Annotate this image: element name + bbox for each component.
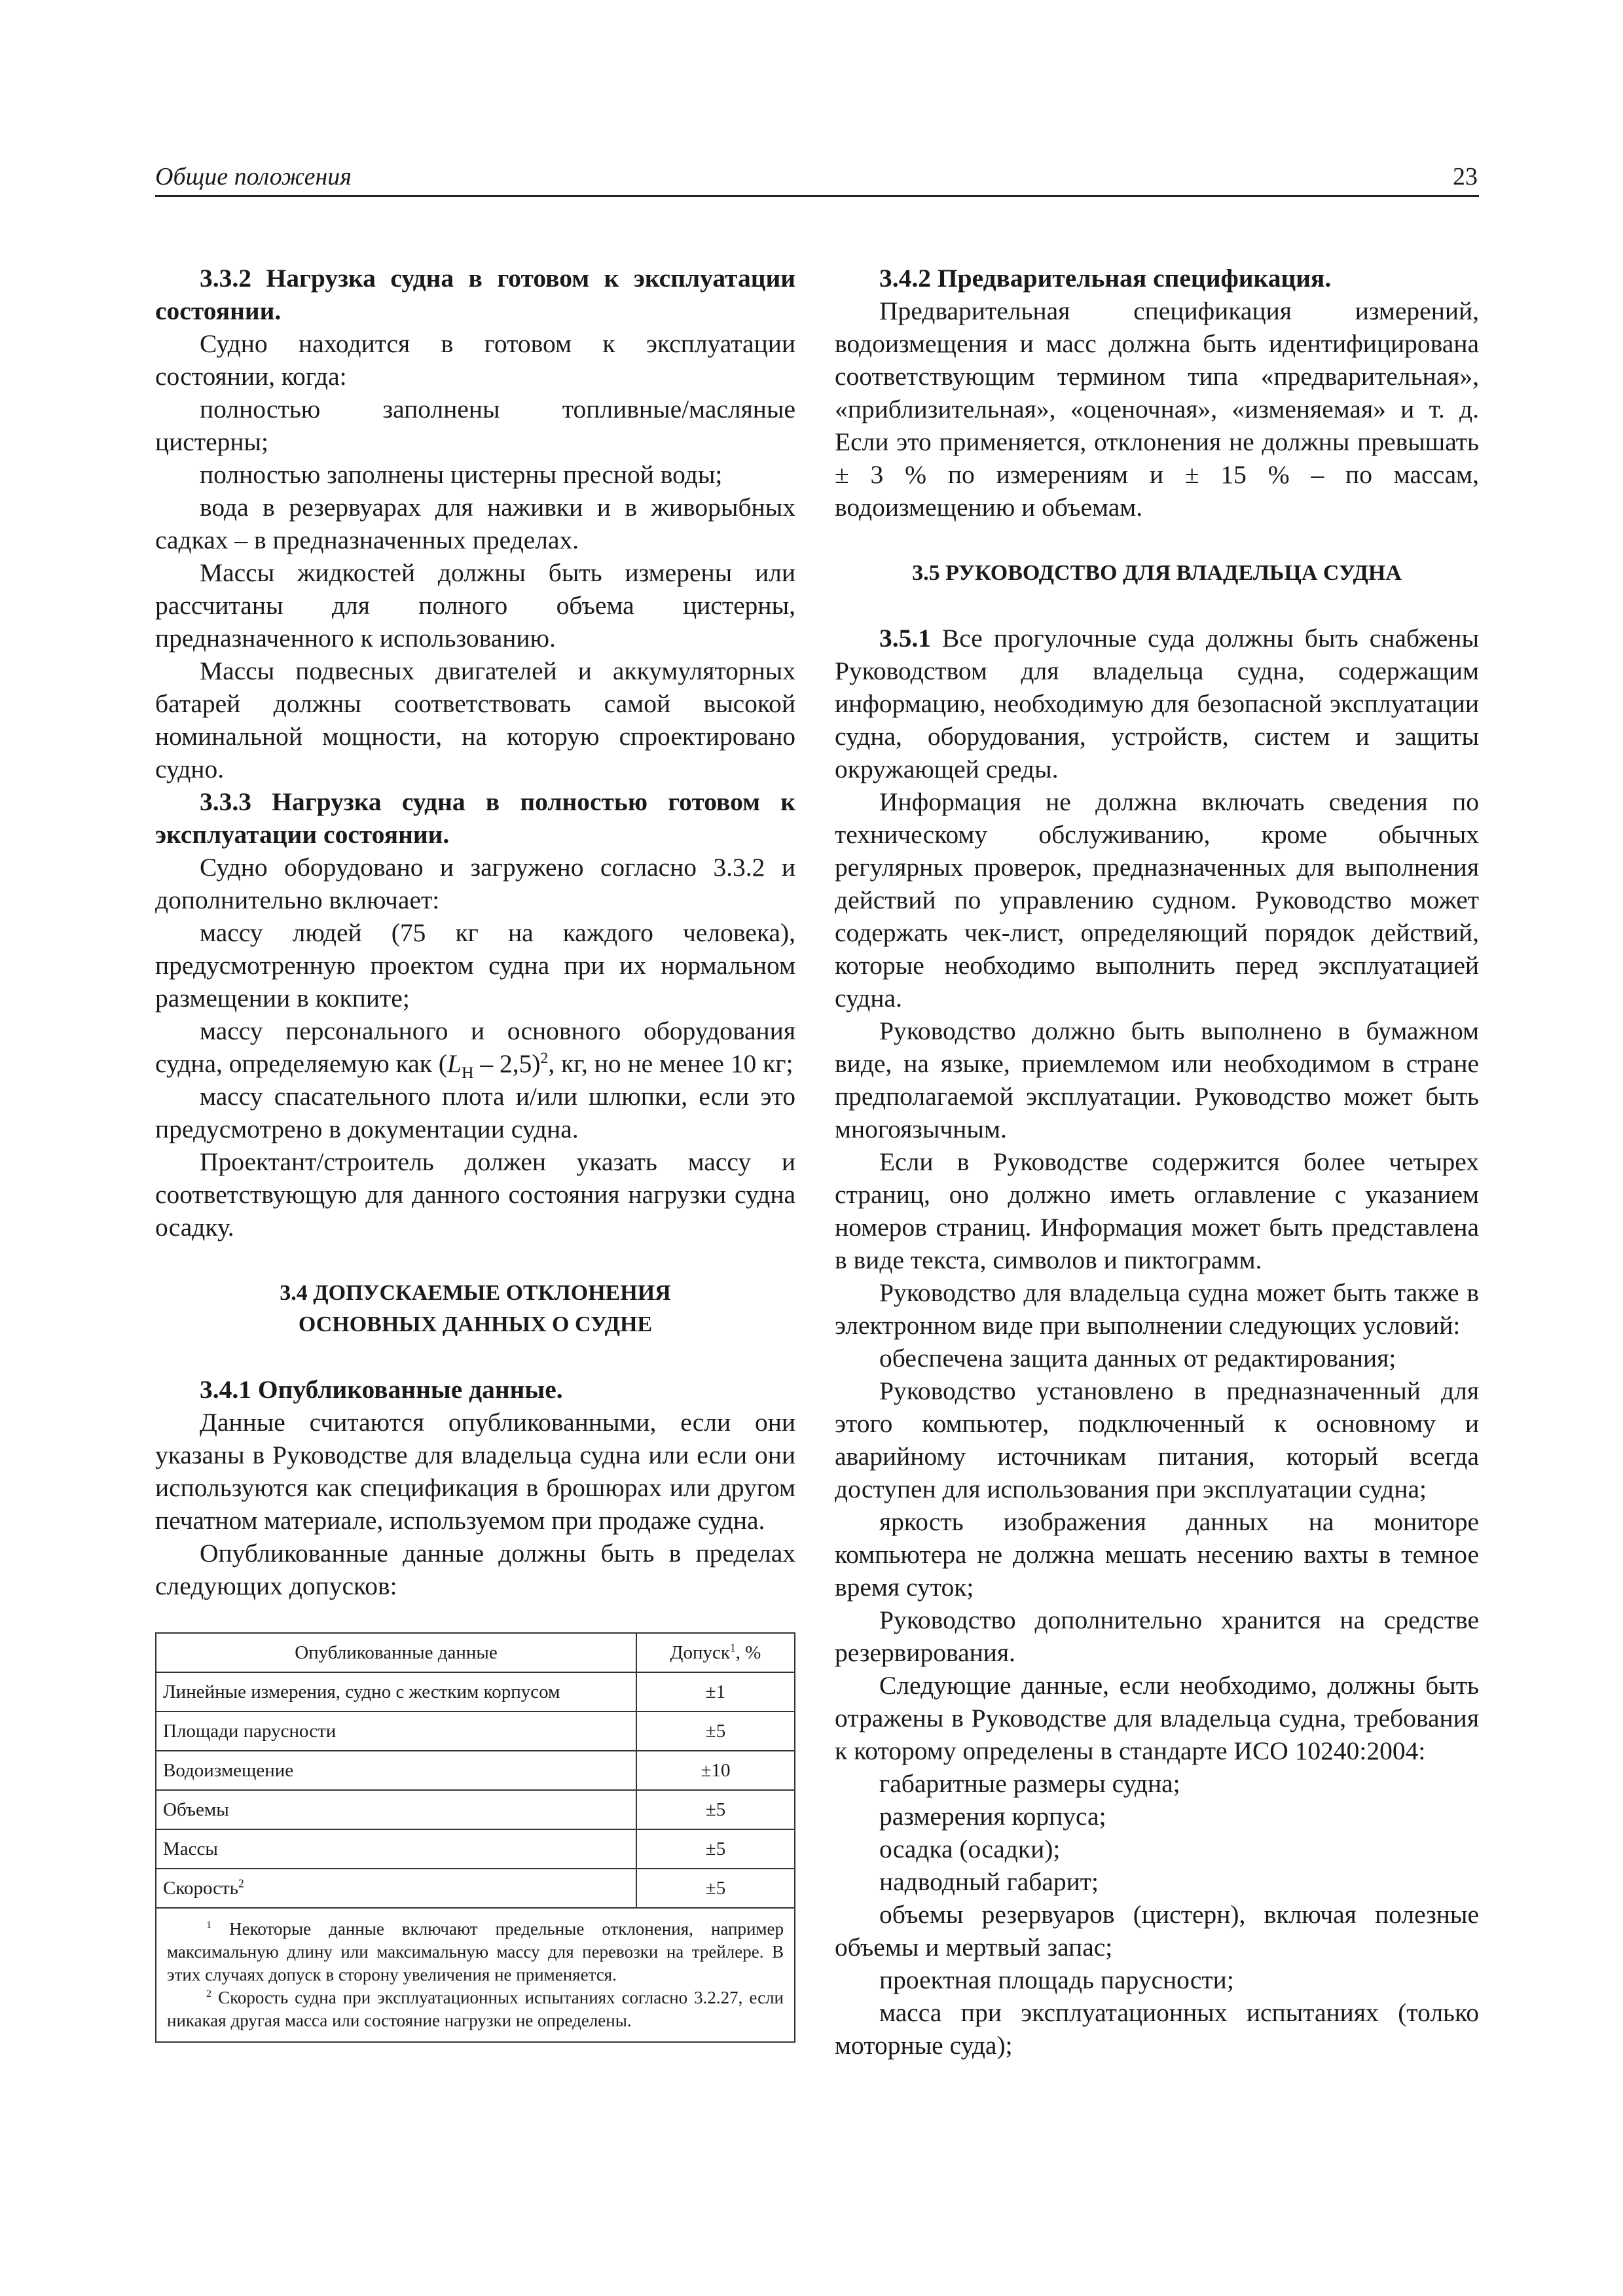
paragraph: полностью заполнены топливные/масляные цистерны;	[155, 395, 795, 456]
table-row	[156, 1790, 795, 1829]
table-row	[156, 1751, 795, 1790]
section-number: 3.5.1	[879, 624, 931, 653]
table-cell: ±1	[636, 1672, 795, 1712]
paragraph-3-5-1: 3.5.1 Все прогулочные суда должны быть снабжены Руководством для владельца судна, содержащим информацию, необходимую для безопасной эксплуатации судна, оборудования, устройств, систем и защиты окружающей среды.	[835, 624, 1479, 783]
paragraph: Руководство дополнительно хранится на средстве резервирования.	[835, 1605, 1479, 1667]
footnote-2: $^2$ Скорость судна при эксплуатационных испытаниях согласно 3.2.27, если никакая другая масса или состояние нагрузки не определены.	[167, 1988, 784, 2030]
paragraph: массу людей (75 кг на каждого человека), предусмотренную проектом судна при их нормальном размещении в кокпите;	[155, 918, 795, 1013]
paragraph: Проектант/строитель должен указать массу и соответствующую для данного состояния нагрузки судна осадку.	[155, 1147, 795, 1242]
section-heading-line: 3.4 ДОПУСКАЕМЫЕ ОТКЛОНЕНИЯ	[280, 1281, 671, 1305]
formula-text-a: массу персонального и основного оборудования судна, определяемую как (	[155, 1016, 795, 1078]
paragraph: Руководство установлено в предназначенный для этого компьютер, подключенный к основному и аварийному источникам питания, который всегда доступен для использования при эксплуатации судна;	[835, 1376, 1479, 1503]
footnote-1: $^1$ Некоторые данные включают предельные отклонения, например максимальную длину или максимальную массу для перевозки на трейлере. В этих случаях допуск в сторону увеличения не применяется.	[167, 1919, 784, 1984]
table-cell: Скорость$^2$	[156, 1869, 636, 1908]
table-cell: ±5	[636, 1790, 795, 1829]
table-cell: ±5	[636, 1829, 795, 1869]
tolerance-table	[155, 1632, 795, 2043]
table-cell: Площади парусности	[156, 1712, 636, 1751]
paragraph: полностью заполнены цистерны пресной воды;	[200, 460, 723, 489]
formula-text-b: – 2,5)	[473, 1049, 541, 1078]
paragraph: Если в Руководстве содержится более четырех страниц, оно должно иметь оглавление с указанием номеров страниц. Информация может быть представлена в виде текста, символов и пиктограмм.	[835, 1147, 1479, 1274]
formula-variable: L	[447, 1049, 462, 1078]
list-item: габаритные размеры судна;	[879, 1769, 1180, 1798]
table-row	[156, 1829, 795, 1869]
list-item: масса при эксплуатационных испытаниях (только моторные суда);	[835, 1998, 1479, 2060]
paragraph: яркость изображения данных на мониторе компьютера не должна мешать несению вахты в темное время суток;	[835, 1507, 1479, 1602]
list-item: размерения корпуса;	[879, 1802, 1106, 1831]
table-row	[156, 1869, 795, 1908]
table-row	[156, 1672, 795, 1712]
paragraph: массу спасательного плота и/или шлюпки, если это предусмотрено в документации судна.	[155, 1082, 795, 1143]
formula-text-c: , кг, но не менее 10 кг;	[548, 1049, 793, 1078]
section-3-5-heading: 3.5 РУКОВОДСТВО ДЛЯ ВЛАДЕЛЬЦА СУДНА	[912, 561, 1402, 585]
running-header-title: Общие положения	[155, 163, 352, 190]
paragraph: обеспечена защита данных от редактирования;	[879, 1344, 1396, 1372]
paragraph: Следующие данные, если необходимо, должны быть отражены в Руководстве для владельца судна, требования к которому определены в стандарте ИСО 10240:2004:	[835, 1671, 1479, 1765]
list-item: осадка (осадки);	[879, 1835, 1061, 1863]
page-number: 23	[1453, 163, 1478, 190]
section-3-3-3-title: 3.3.3 Нагрузка судна в полностью готовом к эксплуатации состоянии.	[155, 787, 795, 849]
table-footnotes	[156, 1908, 795, 2042]
section-3-4-2-title: 3.4.2 Предварительная спецификация.	[879, 264, 1332, 293]
table-row	[156, 1712, 795, 1751]
table-cell: ±10	[636, 1751, 795, 1790]
table-notes-row	[156, 1908, 795, 2042]
table-cell: Линейные измерения, судно с жестким корпусом	[156, 1672, 636, 1712]
formula-superscript: 2	[540, 1049, 549, 1067]
table-cell: Объемы	[156, 1790, 636, 1829]
right-column	[835, 262, 1479, 2062]
section-3-4-heading	[155, 1278, 795, 1340]
paragraph: Предварительная спецификация измерений, водоизмещения и масс должна быть идентифицирована соответствующим термином типа «предварительная», «приблизительная», «оценочная», «изменяемая» и т. д. Если это применяется, отклонения не должны превышать ± 3 % по измерениям и ± 15 % – по массам, водоизмещению и объемам.	[835, 296, 1479, 522]
paragraph: Массы подвесных двигателей и аккумуляторных батарей должны соответствовать самой высокой номинальной мощности, на которую спроектировано судно.	[155, 656, 795, 783]
table-cell: ±5	[636, 1869, 795, 1908]
table-cell: ±5	[636, 1712, 795, 1751]
table-header-cell: Опубликованные данные	[156, 1633, 636, 1672]
paragraph: Руководство должно быть выполнено в бумажном виде, на языке, приемлемом или необходимом в стране предполагаемой эксплуатации. Руководство может быть многоязычным.	[835, 1016, 1479, 1143]
section-3-4-1-title: 3.4.1 Опубликованные данные.	[200, 1375, 563, 1404]
section-heading-line: ОСНОВНЫХ ДАННЫХ О СУДНЕ	[298, 1312, 653, 1336]
paragraph: Данные считаются опубликованными, если они указаны в Руководстве для владельца судна или если они используются как спецификация в брошюрах или другом печатном материале, используемом при продаже судна.	[155, 1408, 795, 1535]
paragraph: Массы жидкостей должны быть измерены или рассчитаны для полного объема цистерны, предназначенного к использованию.	[155, 558, 795, 653]
formula-subscript: H	[461, 1062, 474, 1082]
running-header	[155, 154, 1479, 197]
section-3-3-2-title: 3.3.2 Нагрузка судна в готовом к эксплуатации состоянии.	[155, 264, 795, 325]
paragraph: Руководство для владельца судна может быть также в электронном виде при выполнении следующих условий:	[835, 1278, 1479, 1340]
list-item: проектная площадь парусности;	[879, 1965, 1234, 1994]
left-column	[155, 262, 795, 2043]
table-header-cell: Допуск$^1$, %	[636, 1633, 795, 1672]
paragraph-formula	[155, 1014, 795, 1080]
paragraph: Информация не должна включать сведения по техническому обслуживанию, кроме обычных регулярных проверок, предназначенных для выполнения действий по управлению судном. Руководство может содержать чек-лист, определяющий порядок действий, которые необходимо выполнить перед эксплуатацией судна.	[835, 787, 1479, 1013]
list-item: объемы резервуаров (цистерн), включая полезные объемы и мертвый запас;	[835, 1900, 1479, 1962]
table-cell: Водоизмещение	[156, 1751, 636, 1790]
table-header-row	[156, 1633, 795, 1672]
paragraph: Судно находится в готовом к эксплуатации состоянии, когда:	[155, 329, 795, 391]
list-item: надводный габарит;	[879, 1867, 1099, 1896]
paragraph: Опубликованные данные должны быть в пределах следующих допусков:	[155, 1539, 795, 1600]
table-cell: Массы	[156, 1829, 636, 1869]
paragraph: Судно оборудовано и загружено согласно 3.3.2 и дополнительно включает:	[155, 853, 795, 914]
paragraph: вода в резервуарах для наживки и в живорыбных садках – в предназначенных пределах.	[155, 493, 795, 554]
